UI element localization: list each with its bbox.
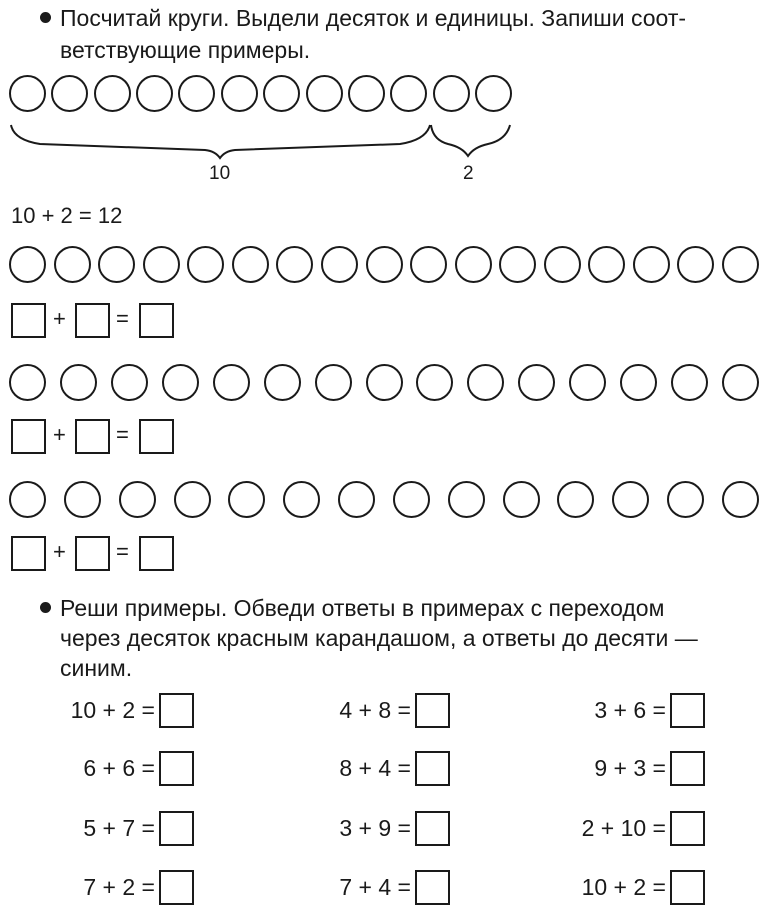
example-text-c2-r2: 8 + 4 =	[339, 755, 411, 781]
circle-r1-10	[410, 246, 447, 283]
answer-box-c2-r2[interactable]	[415, 751, 450, 786]
circle-r1-3	[98, 246, 135, 283]
circle-r2-10	[467, 364, 504, 401]
plus-sign-r1: +	[53, 306, 66, 331]
example-text-c1-r3: 5 + 7 =	[83, 815, 155, 841]
example-text-c3-r3: 2 + 10 =	[581, 815, 666, 841]
task1-instruction-line1: Посчитай круги. Выдели десяток и единицы. Запиши соот-	[60, 5, 687, 31]
answer-box-r3-a[interactable]	[11, 536, 46, 571]
circle-r1-12	[499, 246, 536, 283]
circle-r1-14	[588, 246, 625, 283]
equals-sign-r1: =	[116, 306, 129, 331]
circle-r2-12	[569, 364, 606, 401]
circle-r3-2	[64, 481, 101, 518]
circle-r3-12	[612, 481, 649, 518]
sample-braces	[0, 0, 768, 200]
answer-box-c3-r3[interactable]	[670, 811, 705, 846]
example-text-c3-r2: 9 + 3 =	[594, 755, 666, 781]
circle-r3-13	[667, 481, 704, 518]
circle-r1-2	[54, 246, 91, 283]
task2-instruction-line1: Реши примеры. Обведи ответы в примерах с переходом	[60, 595, 665, 621]
circle-r2-13	[620, 364, 657, 401]
circle-r3-7	[338, 481, 375, 518]
circle-r2-9	[416, 364, 453, 401]
answer-box-c3-r1[interactable]	[670, 693, 705, 728]
circle-r2-7	[315, 364, 352, 401]
circle-r3-6	[283, 481, 320, 518]
example-text-c2-r3: 3 + 9 =	[339, 815, 411, 841]
circle-r2-5	[213, 364, 250, 401]
circle-r3-5	[228, 481, 265, 518]
answer-box-c2-r1[interactable]	[415, 693, 450, 728]
answer-box-r2-a[interactable]	[11, 419, 46, 454]
circle-r3-9	[448, 481, 485, 518]
bullet-task2	[40, 602, 51, 613]
answer-box-r3-c[interactable]	[139, 536, 174, 571]
task2-instruction-line2: через десяток красным карандашом, а ответы до десяти —	[60, 625, 698, 651]
circle-r1-7	[276, 246, 313, 283]
circle-r1-9	[366, 246, 403, 283]
example-text-c2-r1: 4 + 8 =	[339, 697, 411, 723]
circle-r1-8	[321, 246, 358, 283]
circle-r2-2	[60, 364, 97, 401]
circle-r2-4	[162, 364, 199, 401]
answer-box-c1-r4[interactable]	[159, 870, 194, 905]
example-text-c3-r1: 3 + 6 =	[594, 697, 666, 723]
circle-r2-14	[671, 364, 708, 401]
answer-box-c1-r1[interactable]	[159, 693, 194, 728]
circle-r2-8	[366, 364, 403, 401]
circle-r3-1	[9, 481, 46, 518]
answer-box-r2-c[interactable]	[139, 419, 174, 454]
circle-r1-17	[722, 246, 759, 283]
answer-box-r3-b[interactable]	[75, 536, 110, 571]
circle-r3-4	[174, 481, 211, 518]
circle-r1-11	[455, 246, 492, 283]
circle-r2-11	[518, 364, 555, 401]
circle-r3-3	[119, 481, 156, 518]
example-text-c3-r4: 10 + 2 =	[581, 874, 666, 900]
brace-ones-label: 2	[463, 163, 474, 184]
plus-sign-r2: +	[53, 422, 66, 447]
answer-box-c1-r3[interactable]	[159, 811, 194, 846]
circle-r3-14	[722, 481, 759, 518]
example-text-c1-r4: 7 + 2 =	[83, 874, 155, 900]
circle-r1-13	[544, 246, 581, 283]
answer-box-r1-c[interactable]	[139, 303, 174, 338]
equals-sign-r3: =	[116, 539, 129, 564]
circle-r1-16	[677, 246, 714, 283]
circle-r1-15	[633, 246, 670, 283]
answer-box-c2-r3[interactable]	[415, 811, 450, 846]
answer-box-c2-r4[interactable]	[415, 870, 450, 905]
circle-r2-6	[264, 364, 301, 401]
answer-box-c3-r2[interactable]	[670, 751, 705, 786]
answer-box-c1-r2[interactable]	[159, 751, 194, 786]
circle-r1-1	[9, 246, 46, 283]
answer-box-r1-b[interactable]	[75, 303, 110, 338]
circle-r1-4	[143, 246, 180, 283]
task2-instruction-line3: синим.	[60, 655, 133, 681]
circle-r2-15	[722, 364, 759, 401]
equals-sign-r2: =	[116, 422, 129, 447]
answer-box-c3-r4[interactable]	[670, 870, 705, 905]
sample-equation: 10 + 2 = 12	[11, 203, 123, 228]
plus-sign-r3: +	[53, 539, 66, 564]
circle-r3-10	[503, 481, 540, 518]
circle-r3-11	[557, 481, 594, 518]
answer-box-r1-a[interactable]	[11, 303, 46, 338]
answer-box-r2-b[interactable]	[75, 419, 110, 454]
example-text-c1-r2: 6 + 6 =	[83, 755, 155, 781]
circle-r2-3	[111, 364, 148, 401]
task1-instruction-line2: ветствующие примеры.	[60, 37, 311, 63]
example-text-c1-r1: 10 + 2 =	[70, 697, 155, 723]
circle-r2-1	[9, 364, 46, 401]
circle-r3-8	[393, 481, 430, 518]
brace-tens-label: 10	[209, 163, 231, 184]
example-text-c2-r4: 7 + 4 =	[339, 874, 411, 900]
circle-r1-5	[187, 246, 224, 283]
circle-r1-6	[232, 246, 269, 283]
